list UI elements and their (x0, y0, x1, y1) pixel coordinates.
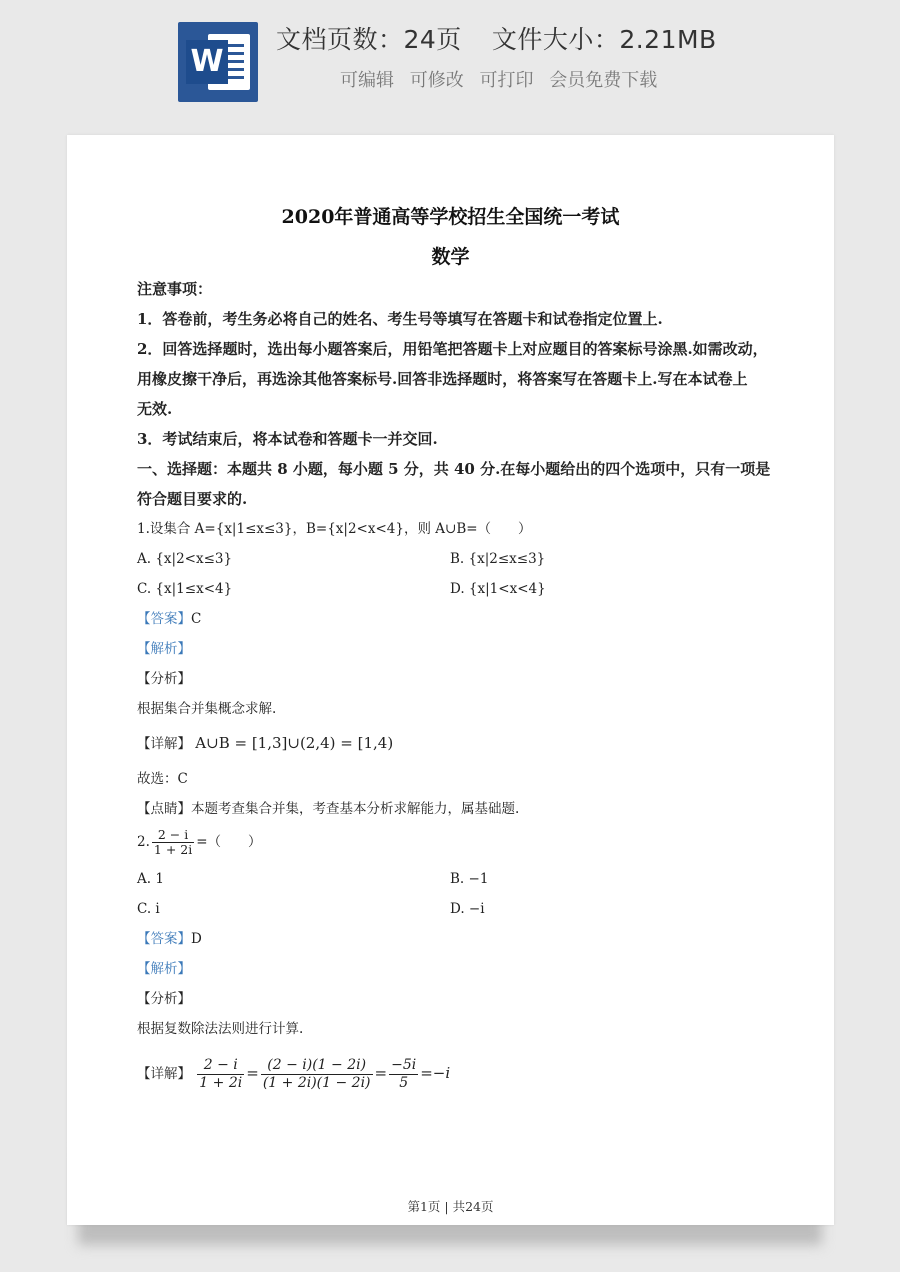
exam-title: 2020年普通高等学校招生全国统一考试 (281, 206, 620, 228)
q1-jiexi-tag: 【解析】 (137, 641, 191, 657)
q2-answer-value: D (191, 931, 202, 947)
feature-editable: 可编辑 (340, 70, 394, 91)
q1-option-a: A. {x|2<x≤3} (137, 551, 233, 567)
q2-f2-num: (2 − i)(1 − 2i) (261, 1057, 373, 1075)
q2-f2-den: (1 + 2i)(1 − 2i) (262, 1075, 371, 1091)
q2-detail-tag: 【详解】 (137, 1066, 191, 1082)
feature-member-free: 会员免费下载 (549, 70, 658, 91)
notice-1: 1．答卷前，考生务必将自己的姓名、考生号等填写在答题卡和试卷指定位置上. (137, 310, 663, 328)
notice-2-line3: 无效. (137, 400, 173, 418)
q1-detail-tag: 【详解】 (137, 736, 191, 752)
q2-option-d: D. −i (450, 901, 485, 917)
q2-suffix: =（ ） (196, 834, 262, 850)
q2-jiexi-tag: 【解析】 (137, 961, 191, 977)
q2-numerator: 2 − i (152, 828, 194, 843)
q1-answer-tag: 【答案】 (137, 611, 191, 627)
notice-3: 3．考试结束后，将本试卷和答题卡一并交回. (137, 430, 438, 448)
q2-detail-frac-1 (197, 1057, 244, 1092)
page-count: 文档页数：24页 (276, 25, 462, 54)
file-stats (276, 20, 717, 56)
q2-f3-num: −5i (391, 1057, 417, 1073)
section-heading-line1: 一、选择题：本题共 8 小题，每小题 5 分，共 40 分.在每小题给出的四个选项中，只有一项是 (137, 460, 771, 478)
q1-option-d: D. {x|1<x<4} (450, 581, 546, 597)
q2-detail-frac-2 (261, 1057, 373, 1092)
download-header (0, 0, 900, 130)
section-heading-line2: 符合题目要求的. (137, 490, 248, 508)
q1-detail (137, 733, 393, 754)
page-footer: 第1页 | 共24页 (407, 1199, 494, 1214)
q2-denominator: 1 + 2i (153, 842, 193, 857)
q2-option-a: A. 1 (137, 871, 164, 887)
feature-printable: 可打印 (479, 70, 534, 91)
q2-answer-tag: 【答案】 (137, 931, 191, 947)
q2-option-c: C. i (137, 901, 160, 917)
q2-detail-frac-3 (389, 1057, 418, 1092)
q2-fraction (152, 828, 194, 857)
q2-stem (137, 826, 262, 858)
q1-fenxi: 根据集合并集概念求解. (137, 701, 277, 717)
word-doc-icon (178, 22, 258, 102)
q2-detail-result: −i (432, 1064, 451, 1082)
q2-fenxi-tag: 【分析】 (137, 991, 191, 1007)
q2-detail: 【详解】 $\frac{2 - i}{1 + 2i}$ = $\frac{(2 - i)(1 - 2i)}{(1 + 2i)(1 - 2i)}$ = $\frac{-5i}{5}$ =−i (137, 1057, 451, 1091)
q1-answer-value: C (191, 611, 202, 627)
q2-answer (137, 929, 202, 949)
q2-f3-den: 5 (399, 1075, 409, 1091)
document-page (67, 135, 834, 1225)
feature-list (340, 66, 667, 92)
q1-option-c: C. {x|1≤x<4} (137, 581, 233, 597)
file-size: 文件大小：2.21MB (491, 25, 717, 54)
q2-option-b: B. −1 (450, 871, 489, 887)
q1-choose: 故选：C (137, 771, 188, 787)
q1-stem: 1.设集合 A={x|1≤x≤3}，B={x|2<x<4}，则 A∪B=（ ） (137, 521, 532, 537)
notice-heading: 注意事项： (137, 280, 213, 298)
word-letter: W (186, 40, 228, 84)
q2-fenxi: 根据复数除法法则进行计算. (137, 1021, 304, 1037)
q1-answer (137, 609, 201, 629)
notice-2-line1: 2．回答选择题时，选出每小题答案后，用铅笔把答题卡上对应题目的答案标号涂黑.如需改动， (137, 340, 768, 358)
notice-2-line2: 用橡皮擦干净后，再选涂其他答案标号.回答非选择题时，将答案写在答题卡上.写在本试卷上 (137, 370, 748, 388)
q1-comment: 【点睛】本题考查集合并集，考查基本分析求解能力，属基础题. (137, 801, 520, 817)
q1-option-b: B. {x|2≤x≤3} (450, 551, 546, 567)
q2-f1-num: 2 − i (197, 1057, 244, 1075)
q1-fenxi-tag: 【分析】 (137, 671, 191, 687)
exam-subject: 数学 (431, 246, 470, 268)
q2-f1-den: 1 + 2i (199, 1075, 243, 1091)
q2-prefix: 2. (137, 834, 150, 850)
feature-modifiable: 可修改 (409, 70, 464, 91)
q1-detail-formula: A∪B = [1,3]∪(2,4) = [1,4) (195, 734, 394, 752)
